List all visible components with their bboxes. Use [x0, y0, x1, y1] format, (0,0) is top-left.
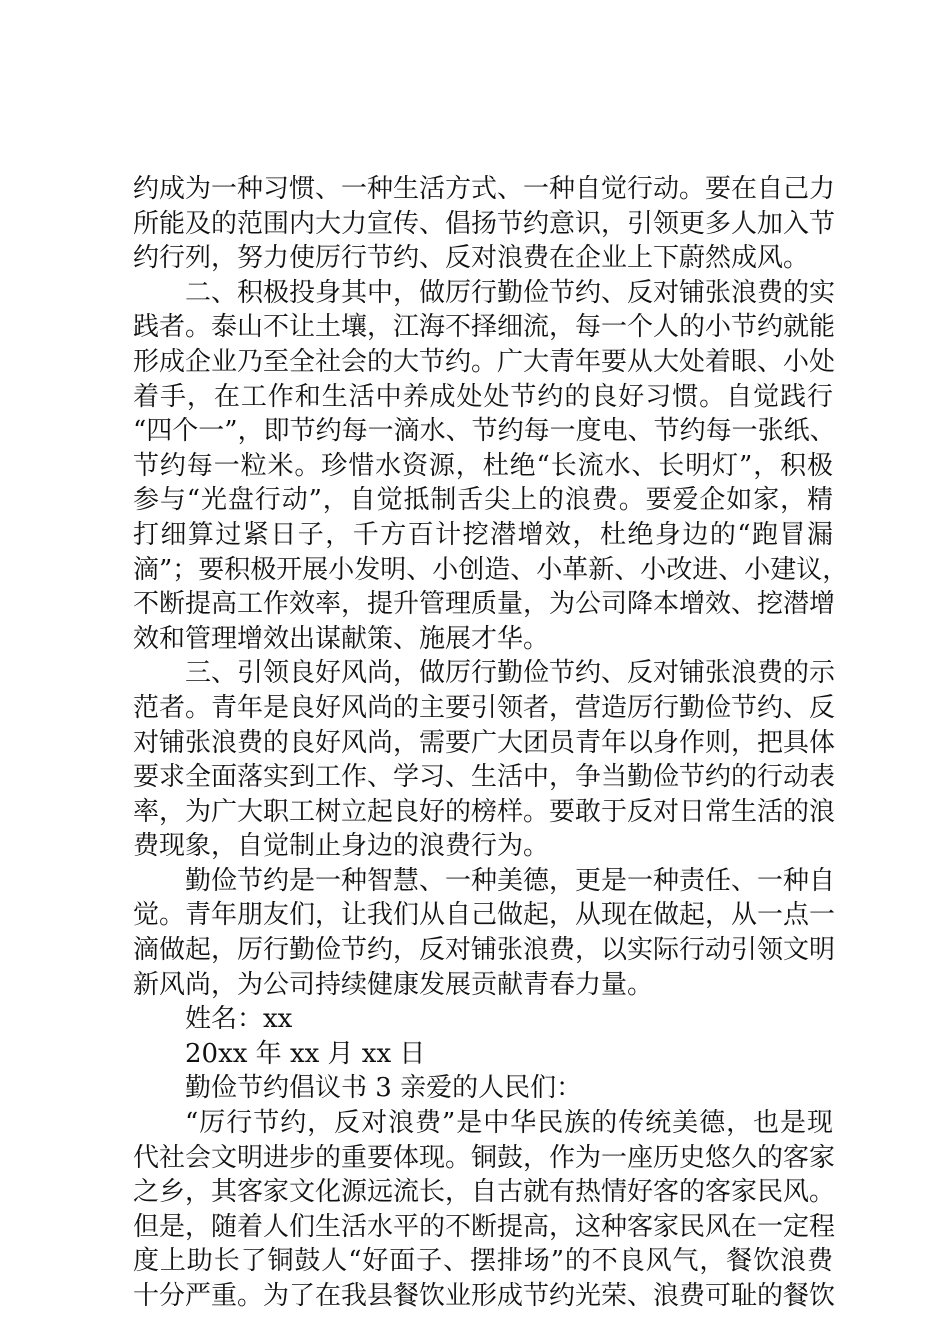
text-line: 20xx 年 xx 月 xx 日	[185, 1038, 426, 1069]
document-body	[133, 172, 849, 1314]
text-line: 不断提高工作效率，提升管理质量，为公司降本增效、挖潜增	[133, 589, 836, 620]
text-line: 节约每一粒米。珍惜水资源，杜绝“长流水、长明灯”，积极	[133, 450, 833, 481]
text-line: 觉。青年朋友们，让我们从自己做起，从现在做起，从一点一	[133, 900, 836, 931]
text-line: 约成为一种习惯、一种生活方式、一种自觉行动。要在自己力	[133, 174, 836, 204]
text-line: 约行列，努力使厉行节约、反对浪费在企业上下蔚然成风。	[133, 243, 810, 274]
text-line: “厉行节约，反对浪费”是中华民族的传统美德，也是现	[185, 1108, 833, 1139]
text-line: 形成企业乃至全社会的大节约。广大青年要从大处着眼、小处	[133, 346, 836, 377]
text-line: 代社会文明进步的重要体现。铜鼓，作为一座历史悠久的客家	[133, 1142, 836, 1173]
text-line: 姓名：xx	[185, 1004, 293, 1035]
text-line: 勤俭节约是一种智慧、一种美德，更是一种责任、一种自	[185, 865, 836, 896]
text-line: “四个一”，即节约每一滴水、节约每一度电、节约每一张纸、	[133, 416, 836, 447]
text-line: 费现象，自觉制止身边的浪费行为。	[133, 831, 550, 862]
text-line: 打细算过紧日子，千方百计挖潜增效，杜绝身边的“跑冒漏	[133, 519, 833, 550]
text-line: 滴做起，厉行勤俭节约，反对铺张浪费，以实际行动引领文明	[133, 935, 836, 966]
text-line: 滴”；要积极开展小发明、小创造、小革新、小改进、小建议，	[133, 554, 849, 585]
text-line: 践者。泰山不让土壤，江海不择细流，每一个人的小节约就能	[133, 312, 836, 343]
text-line: 率，为广大职工树立起良好的榜样。要敢于反对日常生活的浪	[133, 796, 836, 827]
text-line: 参与“光盘行动”，自觉抵制舌尖上的浪费。要爱企如家，精	[133, 485, 833, 516]
text-line: 但是，随着人们生活水平的不断提高，这种客家民风在一定程	[133, 1211, 836, 1242]
text-line: 所能及的范围内大力宣传、倡扬节约意识，引领更多人加入节	[133, 208, 836, 239]
text-line: 二、积极投身其中，做厉行勤俭节约、反对铺张浪费的实	[185, 277, 836, 308]
text-line: 勤俭节约倡议书 3 亲爱的人民们：	[185, 1073, 583, 1104]
text-line: 十分严重。为了在我县餐饮业形成节约光荣、浪费可耻的餐饮	[133, 1281, 836, 1311]
text-line: 范者。青年是良好风尚的主要引领者，营造厉行勤俭节约、反	[133, 692, 836, 723]
text-line: 对铺张浪费的良好风尚，需要广大团员青年以身作则，把具体	[133, 727, 836, 758]
text-line: 效和管理增效出谋献策、施展才华。	[133, 623, 550, 654]
text-line: 之乡，其客家文化源远流长，自古就有热情好客的客家民风。	[133, 1177, 836, 1208]
text-line: 度上助长了铜鼓人“好面子、摆排场”的不良风气，餐饮浪费	[133, 1246, 833, 1277]
text-line: 新风尚，为公司持续健康发展贡献青春力量。	[133, 969, 654, 1000]
text-line: 三、引领良好风尚，做厉行勤俭节约、反对铺张浪费的示	[185, 658, 836, 689]
text-line: 要求全面落实到工作、学习、生活中，争当勤俭节约的行动表	[133, 762, 836, 793]
text-line: 着手，在工作和生活中养成处处节约的良好习惯。自觉践行	[133, 381, 833, 412]
